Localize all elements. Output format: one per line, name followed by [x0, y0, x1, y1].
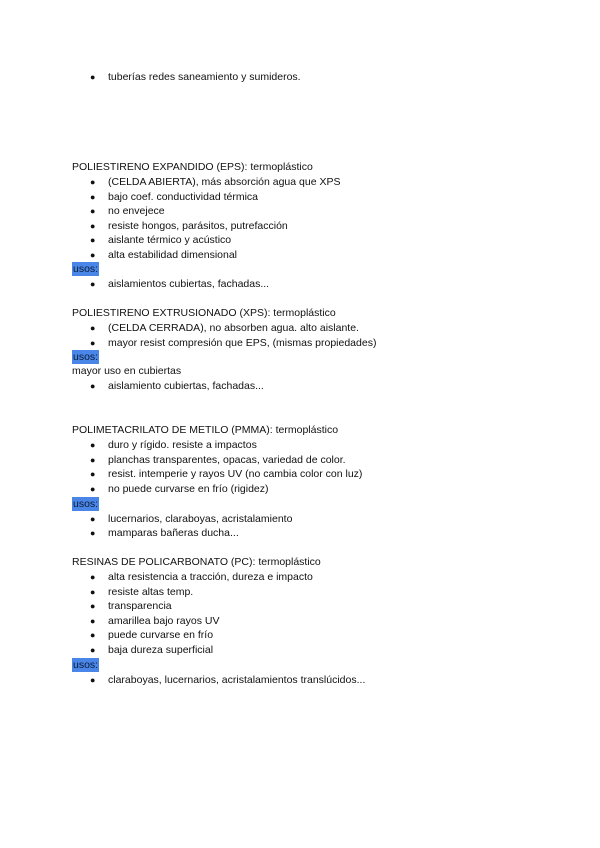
list-item: transparencia	[108, 600, 172, 612]
section-heading: POLIESTIRENO EXPANDIDO (EPS): termoplástico	[72, 161, 313, 173]
bullet-icon: ●	[90, 484, 96, 494]
bullet-icon: ●	[90, 279, 96, 289]
paragraph-text: mayor uso en cubiertas	[72, 365, 182, 377]
list-item: bajo coef. conductividad térmica	[108, 191, 258, 203]
section-heading: POLIESTIRENO EXTRUSIONADO (XPS): termoplástico	[72, 307, 336, 319]
list-item: no envejece	[108, 205, 165, 217]
list-item: mayor resist compresión que EPS, (mismas propiedades)	[108, 337, 377, 349]
list-item: alta resistencia a tracción, dureza e impacto	[108, 571, 313, 583]
list-item: resiste altas temp.	[108, 586, 194, 598]
bullet-icon: ●	[90, 601, 96, 611]
list-item: mamparas bañeras ducha...	[108, 527, 239, 539]
section-heading: POLIMETACRILATO DE METILO (PMMA): termoplástico	[72, 424, 339, 436]
list-item: aislante térmico y acústico	[108, 234, 232, 246]
bullet-icon: ●	[90, 338, 96, 348]
usos-highlight-label: usos:	[73, 351, 99, 363]
list-item: claraboyas, lucernarios, acristalamientos translúcidos...	[108, 674, 366, 686]
list-item: duro y rígido. resiste a impactos	[108, 439, 257, 451]
list-item: aislamientos cubiertas, fachadas...	[108, 278, 270, 290]
bullet-icon: ●	[90, 514, 96, 524]
bullet-icon: ●	[90, 645, 96, 655]
list-item: (CELDA CERRADA), no absorben agua. alto aislante.	[108, 322, 359, 334]
bullet-icon: ●	[90, 192, 96, 202]
list-item: no puede curvarse en frío (rigidez)	[108, 483, 269, 495]
list-item: planchas transparentes, opacas, variedad de color.	[108, 454, 346, 466]
list-item: lucernarios, claraboyas, acristalamiento	[108, 513, 293, 525]
bullet-icon: ●	[90, 177, 96, 187]
bullet-icon: ●	[90, 572, 96, 582]
list-item: resist. intemperie y rayos UV (no cambia color con luz)	[108, 468, 363, 480]
list-item: resiste hongos, parásitos, putrefacción	[108, 220, 288, 232]
usos-highlight-label: usos:	[73, 498, 99, 510]
bullet-icon: ●	[90, 72, 96, 82]
list-item: puede curvarse en frío	[108, 629, 214, 641]
list-item: amarillea bajo rayos UV	[108, 615, 220, 627]
bullet-icon: ●	[90, 221, 96, 231]
bullet-icon: ●	[90, 616, 96, 626]
bullet-icon: ●	[90, 455, 96, 465]
list-item: aislamiento cubiertas, fachadas...	[108, 380, 264, 392]
usos-highlight-label: usos:	[73, 659, 99, 671]
bullet-icon: ●	[90, 323, 96, 333]
list-item: (CELDA ABIERTA), más absorción agua que XPS	[108, 176, 341, 188]
list-item: alta estabilidad dimensional	[108, 249, 237, 261]
bullet-icon: ●	[90, 528, 96, 538]
bullet-icon: ●	[90, 440, 96, 450]
section-heading: RESINAS DE POLICARBONATO (PC): termoplástico	[72, 556, 321, 568]
bullet-icon: ●	[90, 235, 96, 245]
usos-highlight-label: usos:	[73, 263, 99, 275]
bullet-icon: ●	[90, 630, 96, 640]
bullet-icon: ●	[90, 675, 96, 685]
bullet-icon: ●	[90, 469, 96, 479]
bullet-icon: ●	[90, 381, 96, 391]
bullet-icon: ●	[90, 250, 96, 260]
list-item: baja dureza superficial	[108, 644, 214, 656]
bullet-icon: ●	[90, 587, 96, 597]
list-item: tuberías redes saneamiento y sumideros.	[108, 71, 301, 83]
bullet-icon: ●	[90, 206, 96, 216]
